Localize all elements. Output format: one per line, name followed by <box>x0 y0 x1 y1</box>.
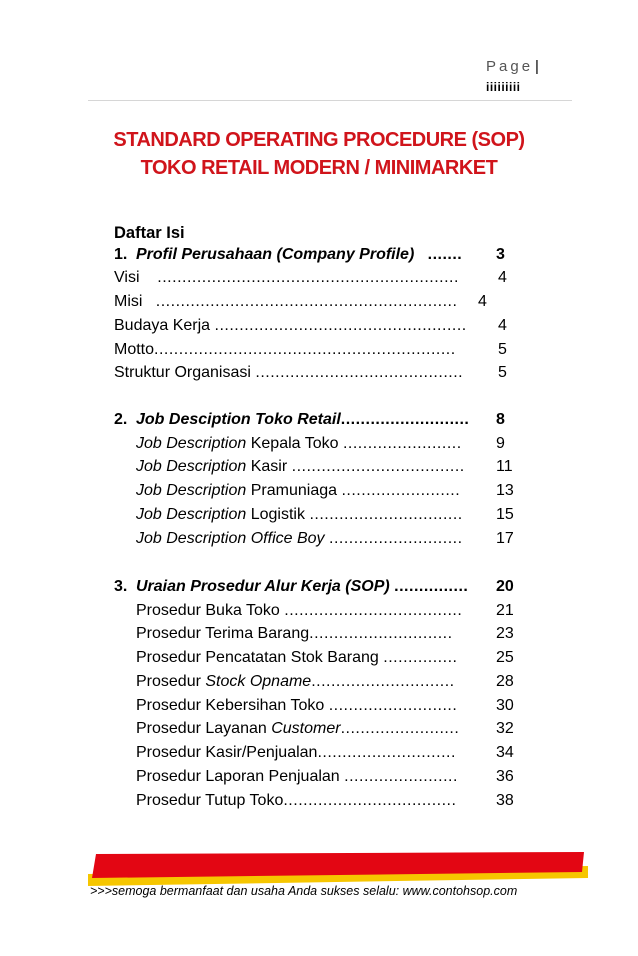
toc-item[interactable]: Job Description Pramuniaga ........................ <box>136 482 461 499</box>
toc-item-page: 21 <box>496 602 514 619</box>
document-title <box>0 126 638 182</box>
toc-item-page: 30 <box>496 697 514 714</box>
toc-item[interactable]: Prosedur Kasir/Penjualan............................ <box>136 744 456 761</box>
toc-section-3-page: 20 <box>496 578 514 595</box>
page-label: Page | <box>486 58 539 75</box>
toc-item[interactable]: Motto............................................................. <box>114 341 456 358</box>
toc-item[interactable]: Prosedur Tutup Toko................................... <box>136 792 457 809</box>
toc-item-page: 9 <box>496 435 505 452</box>
toc-section-2-page: 8 <box>496 411 505 428</box>
toc-section-2[interactable]: 2. Job Desciption Toko Retail.......................... <box>114 411 470 428</box>
toc-item[interactable]: Prosedur Laporan Penjualan ....................... <box>136 768 458 785</box>
toc-section-1[interactable]: 1. Profil Perusahaan (Company Profile) ....... <box>114 246 463 263</box>
toc-section-3[interactable]: 3. Uraian Prosedur Alur Kerja (SOP) ............... <box>114 578 469 595</box>
toc-item[interactable]: Budaya Kerja ................................................... <box>114 317 467 334</box>
page-number: iiiiiiiii <box>486 80 521 94</box>
toc-item-page: 4 <box>498 269 507 286</box>
footer-text: >>>semoga bermanfaat dan usaha Anda sukses selalu: www.contohsop.com <box>90 884 518 898</box>
toc-item-page: 11 <box>496 458 513 475</box>
toc-item[interactable]: Job Description Office Boy ........................... <box>136 530 463 547</box>
toc-heading: Daftar Isi <box>114 224 185 242</box>
title-line-2: TOKO RETAIL MODERN / MINIMARKET <box>140 157 498 179</box>
header-rule <box>88 100 572 101</box>
toc-item[interactable]: Misi ............................................................. <box>114 293 458 310</box>
toc-item[interactable]: Job Description Logistik ............................... <box>136 506 463 523</box>
toc-item-page: 38 <box>496 792 514 809</box>
toc-item[interactable]: Job Description Kasir ................................... <box>136 458 465 475</box>
toc-item[interactable]: Prosedur Kebersihan Toko .......................... <box>136 697 458 714</box>
toc-item-page: 4 <box>478 293 487 310</box>
toc-item-page: 25 <box>496 649 514 666</box>
toc-item-page: 5 <box>498 341 507 358</box>
toc-item[interactable]: Prosedur Stock Opname............................. <box>136 673 455 690</box>
toc-item[interactable]: Prosedur Layanan Customer........................ <box>136 720 460 737</box>
toc-item-page: 34 <box>496 744 514 761</box>
toc-item-page: 13 <box>496 482 514 499</box>
toc-item[interactable]: Prosedur Terima Barang............................. <box>136 625 453 642</box>
toc-item-page: 28 <box>496 673 514 690</box>
toc-item-page: 17 <box>496 530 514 547</box>
toc-item-page: 4 <box>498 317 507 334</box>
toc-item[interactable]: Struktur Organisasi .......................................... <box>114 364 464 381</box>
toc-item[interactable]: Prosedur Pencatatan Stok Barang ............... <box>136 649 458 666</box>
toc-section-1-page: 3 <box>496 246 505 263</box>
toc-item[interactable]: Job Description Kepala Toko ........................ <box>136 435 462 452</box>
toc-item-page: 15 <box>496 506 514 523</box>
toc-item-page: 32 <box>496 720 514 737</box>
toc-item-page: 5 <box>498 364 507 381</box>
toc-item[interactable]: Visi ............................................................. <box>114 269 459 286</box>
toc-item-page: 36 <box>496 768 514 785</box>
footer-band <box>88 848 588 886</box>
title-line-1: STANDARD OPERATING PROCEDURE (SOP) <box>113 129 525 151</box>
toc-item-page: 23 <box>496 625 514 642</box>
toc-item[interactable]: Prosedur Buka Toko .................................... <box>136 602 463 619</box>
